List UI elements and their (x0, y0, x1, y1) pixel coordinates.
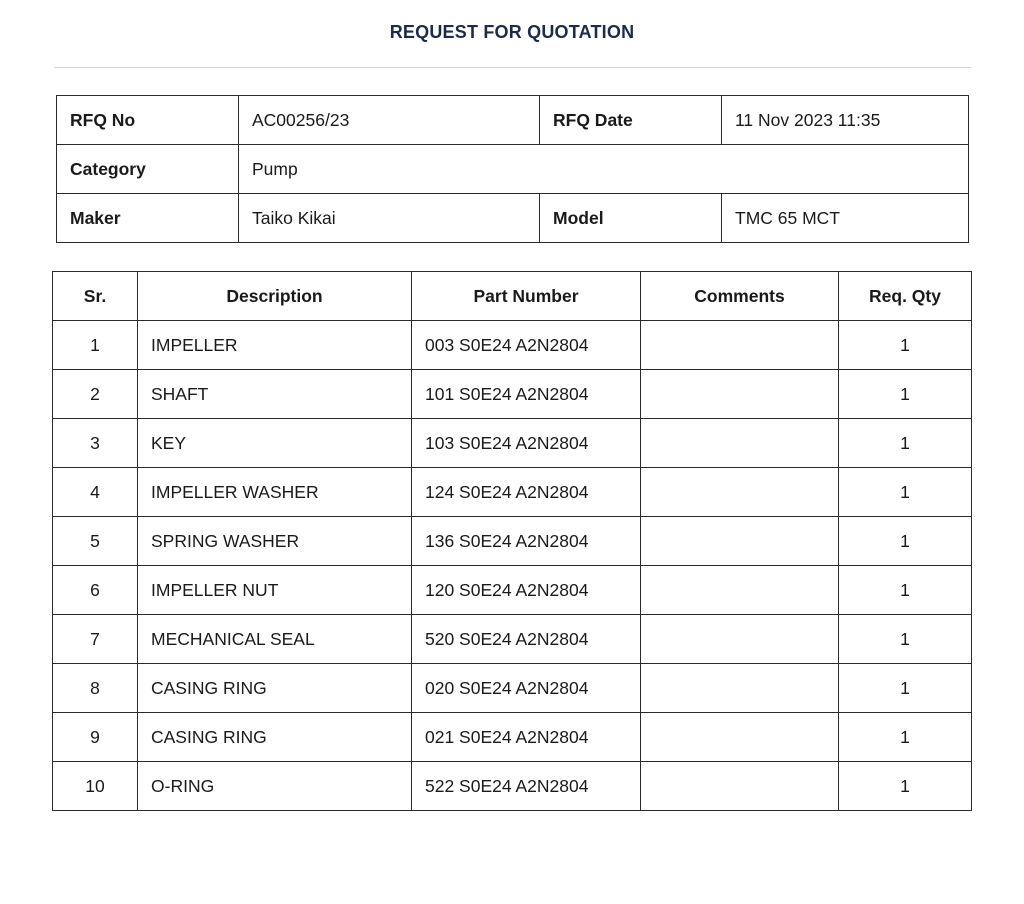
qty-cell: 1 (839, 566, 972, 615)
comments-cell (641, 419, 839, 468)
table-row (53, 566, 972, 615)
comments-cell (641, 370, 839, 419)
sr-cell: 2 (53, 370, 138, 419)
category-value: Pump (239, 145, 969, 194)
comments-cell (641, 664, 839, 713)
table-row (53, 321, 972, 370)
sr-cell: 3 (53, 419, 138, 468)
table-row (53, 762, 972, 811)
comments-cell (641, 713, 839, 762)
column-header-description: Description (138, 272, 412, 321)
comments-cell (641, 468, 839, 517)
description-cell: KEY (138, 419, 412, 468)
table-row (53, 713, 972, 762)
part-number-cell: 136 S0E24 A2N2804 (412, 517, 641, 566)
parts-table-header (53, 272, 972, 321)
title-divider (54, 67, 971, 68)
sr-cell: 8 (53, 664, 138, 713)
part-number-cell: 520 S0E24 A2N2804 (412, 615, 641, 664)
table-row (53, 664, 972, 713)
qty-cell: 1 (839, 468, 972, 517)
part-number-cell: 103 S0E24 A2N2804 (412, 419, 641, 468)
comments-cell (641, 517, 839, 566)
sr-cell: 7 (53, 615, 138, 664)
sr-cell: 6 (53, 566, 138, 615)
rfq-info-row-3 (57, 194, 969, 243)
qty-cell: 1 (839, 713, 972, 762)
qty-cell: 1 (839, 419, 972, 468)
part-number-cell: 124 S0E24 A2N2804 (412, 468, 641, 517)
description-cell: SPRING WASHER (138, 517, 412, 566)
column-header-part-number: Part Number (412, 272, 641, 321)
rfq-info-row-2 (57, 145, 969, 194)
column-header-sr: Sr. (53, 272, 138, 321)
part-number-cell: 101 S0E24 A2N2804 (412, 370, 641, 419)
part-number-cell: 522 S0E24 A2N2804 (412, 762, 641, 811)
column-header-comments: Comments (641, 272, 839, 321)
part-number-cell: 120 S0E24 A2N2804 (412, 566, 641, 615)
sr-cell: 4 (53, 468, 138, 517)
model-label: Model (540, 194, 722, 243)
maker-value: Taiko Kikai (239, 194, 540, 243)
sr-cell: 5 (53, 517, 138, 566)
rfq-date-value: 11 Nov 2023 11:35 (722, 96, 969, 145)
part-number-cell: 021 S0E24 A2N2804 (412, 713, 641, 762)
description-cell: CASING RING (138, 713, 412, 762)
document-title: REQUEST FOR QUOTATION (389, 22, 635, 42)
rfq-info-row-1 (57, 96, 969, 145)
rfq-no-value: AC00256/23 (239, 96, 540, 145)
comments-cell (641, 566, 839, 615)
category-label: Category (57, 145, 239, 194)
parts-table (52, 271, 972, 811)
qty-cell: 1 (839, 762, 972, 811)
part-number-cell: 020 S0E24 A2N2804 (412, 664, 641, 713)
comments-cell (641, 762, 839, 811)
description-cell: IMPELLER NUT (138, 566, 412, 615)
description-cell: CASING RING (138, 664, 412, 713)
comments-cell (641, 615, 839, 664)
comments-cell (641, 321, 839, 370)
rfq-info-table (56, 95, 969, 243)
maker-label: Maker (57, 194, 239, 243)
table-row (53, 615, 972, 664)
qty-cell: 1 (839, 664, 972, 713)
description-cell: IMPELLER WASHER (138, 468, 412, 517)
table-row (53, 517, 972, 566)
qty-cell: 1 (839, 615, 972, 664)
rfq-no-label: RFQ No (57, 96, 239, 145)
table-row (53, 370, 972, 419)
rfq-date-label: RFQ Date (540, 96, 722, 145)
qty-cell: 1 (839, 517, 972, 566)
model-value: TMC 65 MCT (722, 194, 969, 243)
column-header-req-qty: Req. Qty (839, 272, 972, 321)
qty-cell: 1 (839, 321, 972, 370)
description-cell: O-RING (138, 762, 412, 811)
description-cell: IMPELLER (138, 321, 412, 370)
table-row (53, 419, 972, 468)
description-cell: MECHANICAL SEAL (138, 615, 412, 664)
sr-cell: 10 (53, 762, 138, 811)
sr-cell: 9 (53, 713, 138, 762)
description-cell: SHAFT (138, 370, 412, 419)
sr-cell: 1 (53, 321, 138, 370)
qty-cell: 1 (839, 370, 972, 419)
part-number-cell: 003 S0E24 A2N2804 (412, 321, 641, 370)
table-row (53, 468, 972, 517)
